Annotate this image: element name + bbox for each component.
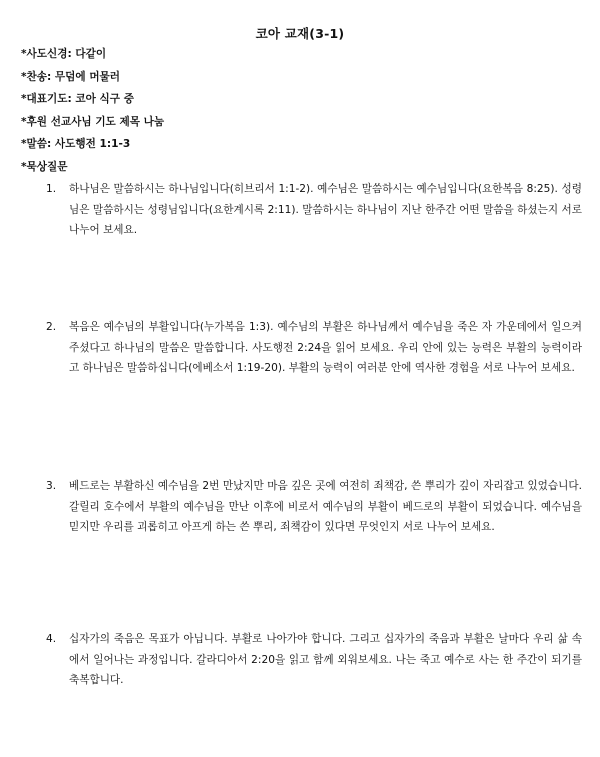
question-item [46,476,582,538]
meditation-questions-heading: *묵상질문 [21,160,68,173]
scripture-line: *말씀: 사도행전 1:1-3 [21,138,131,151]
missionary-prayer-line: *후원 선교사님 기도 제목 나눔 [21,115,165,128]
question-item [46,629,582,691]
worship-order-list [21,47,164,183]
question-text: 베드로는 부활하신 예수님을 2번 만났지만 마음 깊은 곳에 여전히 죄책감, 쓴 뿌리가 깊이 자리잡고 있었습니다. 갈릴리 호수에서 부활의 예수님을 만난 이후에 비로서 예수님의 부활이 베드로의 부활이 되었습니다. 예수님을 믿지만 우리를 괴롭히고 아프게 하는 쓴 뿌리, 죄책감이 있다면 무엇인지 서로 나누어 보세요. [69,480,582,533]
question-number: 4. [46,633,57,645]
question-number: 3. [46,480,57,492]
question-text: 십자가의 죽음은 목표가 아닙니다. 부활로 나아가야 합니다. 그리고 십자가의 죽음과 부활은 날마다 우리 삶 속에서 일어나는 과정입니다. 갈라디아서 2:20을 읽고 함께 외워보세요. 나는 죽고 예수로 사는 한 주간이 되기를 축복합니다. [69,633,582,686]
question-item [46,179,582,241]
document-title: 코아 교재(3-1) [255,26,345,41]
apostles-creed-line: *사도신경: 다같이 [21,48,107,60]
question-item [46,317,582,379]
representative-prayer-line: *대표기도: 코아 식구 중 [21,93,134,106]
hymn-line: *찬송: 무덤에 머물러 [21,70,121,83]
question-number: 2. [46,321,57,333]
question-text: 하나님은 말씀하시는 하나님입니다(히브리서 1:1-2). 예수님은 말씀하시는 예수님입니다(요한복음 8:25). 성령님은 말씀하시는 성령님입니다(요한계시록 2:11). 말씀하시는 하나님이 지난 한주간 어떤 말씀을 하셨는지 서로 나누어 보세요. [69,183,582,236]
question-number: 1. [46,183,57,195]
question-text: 복음은 예수님의 부활입니다(누가복음 1:3). 예수님의 부활은 하나님께서 예수님을 죽은 자 가운데에서 일으켜 주셨다고 하나님의 말씀은 말씀합니다. 사도행전 2:24을 읽어 보세요. 우리 안에 있는 능력은 부활의 능력이라고 하나님은 말씀하십니다(에베소서 1:19-20). 부활의 능력이 여러분 안에 역사한 경험을 서로 나누어 보세요. [69,321,582,374]
